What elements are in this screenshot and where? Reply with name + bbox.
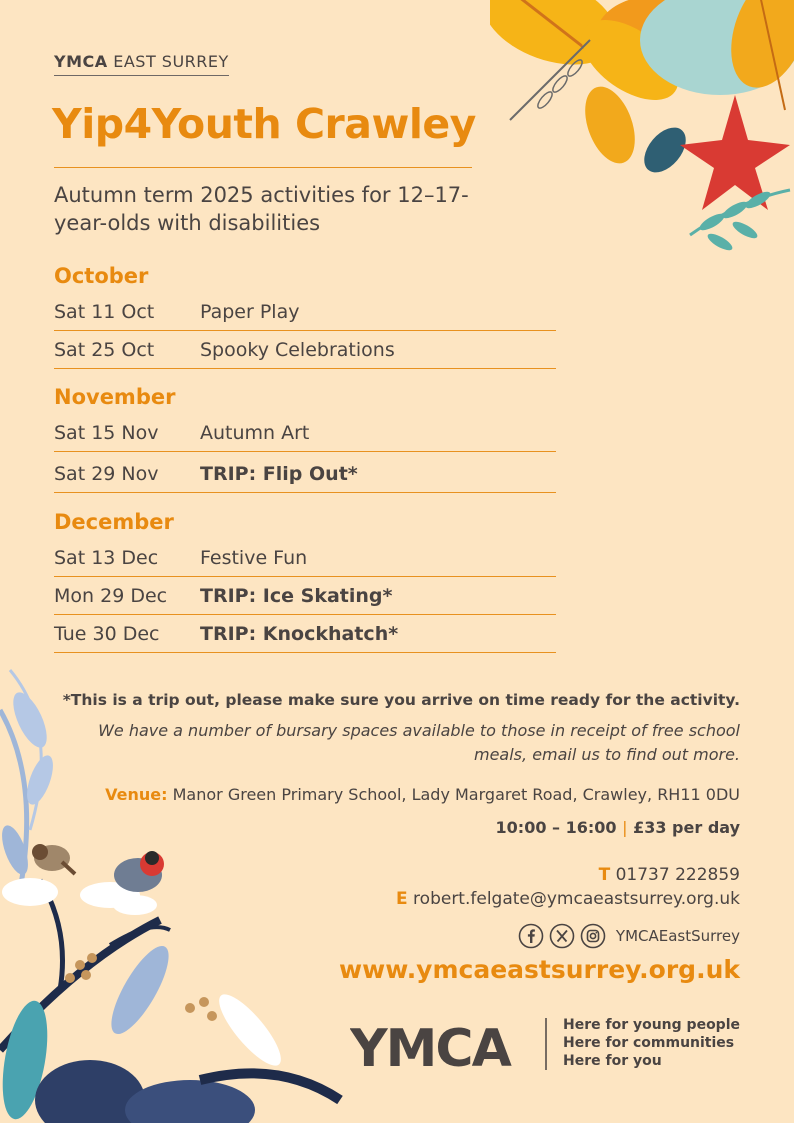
org-name-rest: EAST SURREY: [113, 52, 229, 71]
x-twitter-icon[interactable]: [549, 923, 575, 949]
event-date: Mon 29 Dec: [54, 585, 168, 607]
tagline: [563, 1016, 740, 1070]
facebook-icon[interactable]: [518, 923, 544, 949]
email-label: E: [396, 889, 408, 909]
schedule-row: [54, 455, 556, 493]
tagline-line: Here for communities: [563, 1035, 735, 1051]
phone-label: T: [598, 865, 611, 885]
page-title: Yip4Youth Crawley: [52, 100, 476, 148]
event-date: Sat 11 Oct: [54, 301, 155, 323]
ymca-logo: [350, 1016, 550, 1072]
event-activity-trip: TRIP: Flip Out*: [200, 463, 358, 485]
venue-line: [105, 785, 740, 804]
page-subtitle: Autumn term 2025 activities for 12–17-year-olds with disabilities: [54, 183, 469, 235]
phone-number[interactable]: 01737 222859: [615, 865, 740, 885]
title-divider: [54, 167, 472, 168]
email-address[interactable]: robert.felgate@ymcaeastsurrey.org.uk: [413, 889, 740, 909]
event-activity-trip: TRIP: Knockhatch*: [200, 623, 399, 645]
schedule-row: [54, 577, 556, 615]
organisation-name: [54, 52, 229, 76]
tagline-line: Here for young people: [563, 1017, 740, 1033]
event-date: Sat 15 Nov: [54, 422, 159, 444]
org-name-bold: YMCA: [54, 52, 108, 71]
event-date: Sat 29 Nov: [54, 463, 159, 485]
times-separator: |: [622, 818, 628, 837]
month-heading-october: October: [54, 264, 149, 288]
autumn-leaves-illustration: [490, 0, 794, 270]
event-activity: Autumn Art: [200, 422, 310, 444]
trip-note: *This is a trip out, please make sure you arrive on time ready for the activity.: [62, 691, 740, 709]
session-times: 10:00 – 16:00: [495, 818, 617, 837]
event-activity: Paper Play: [200, 301, 300, 323]
event-activity-trip: TRIP: Ice Skating*: [200, 585, 393, 607]
schedule-row: [54, 331, 556, 369]
schedule-row: [54, 293, 556, 331]
website-link[interactable]: www.ymcaeastsurrey.org.uk: [339, 955, 740, 984]
phone-line: [599, 865, 740, 885]
social-links: [518, 923, 740, 949]
schedule-row: [54, 414, 556, 452]
event-date: Sat 13 Dec: [54, 547, 159, 569]
social-handle[interactable]: YMCAEastSurrey: [615, 927, 740, 945]
event-date: Tue 30 Dec: [54, 623, 160, 645]
session-price: £33 per day: [633, 818, 740, 837]
schedule-row: [54, 539, 556, 577]
schedule-row: [54, 615, 556, 653]
event-activity: Festive Fun: [200, 547, 308, 569]
email-line: [396, 889, 740, 909]
event-date: Sat 25 Oct: [54, 339, 155, 361]
month-heading-november: November: [54, 385, 176, 409]
instagram-icon[interactable]: [580, 923, 606, 949]
logo-text: YMCA: [350, 1019, 510, 1072]
venue-address: Manor Green Primary School, Lady Margaret Road, Crawley, RH11 0DU: [172, 785, 740, 804]
times-line: [496, 818, 740, 837]
month-heading-december: December: [54, 510, 174, 534]
event-activity: Spooky Celebrations: [200, 339, 395, 361]
bursary-note: We have a number of bursary spaces available to those in receipt of free school meals, email us to find out more.: [98, 721, 740, 764]
tagline-line: Here for you: [563, 1053, 662, 1069]
venue-label: Venue:: [105, 785, 168, 804]
